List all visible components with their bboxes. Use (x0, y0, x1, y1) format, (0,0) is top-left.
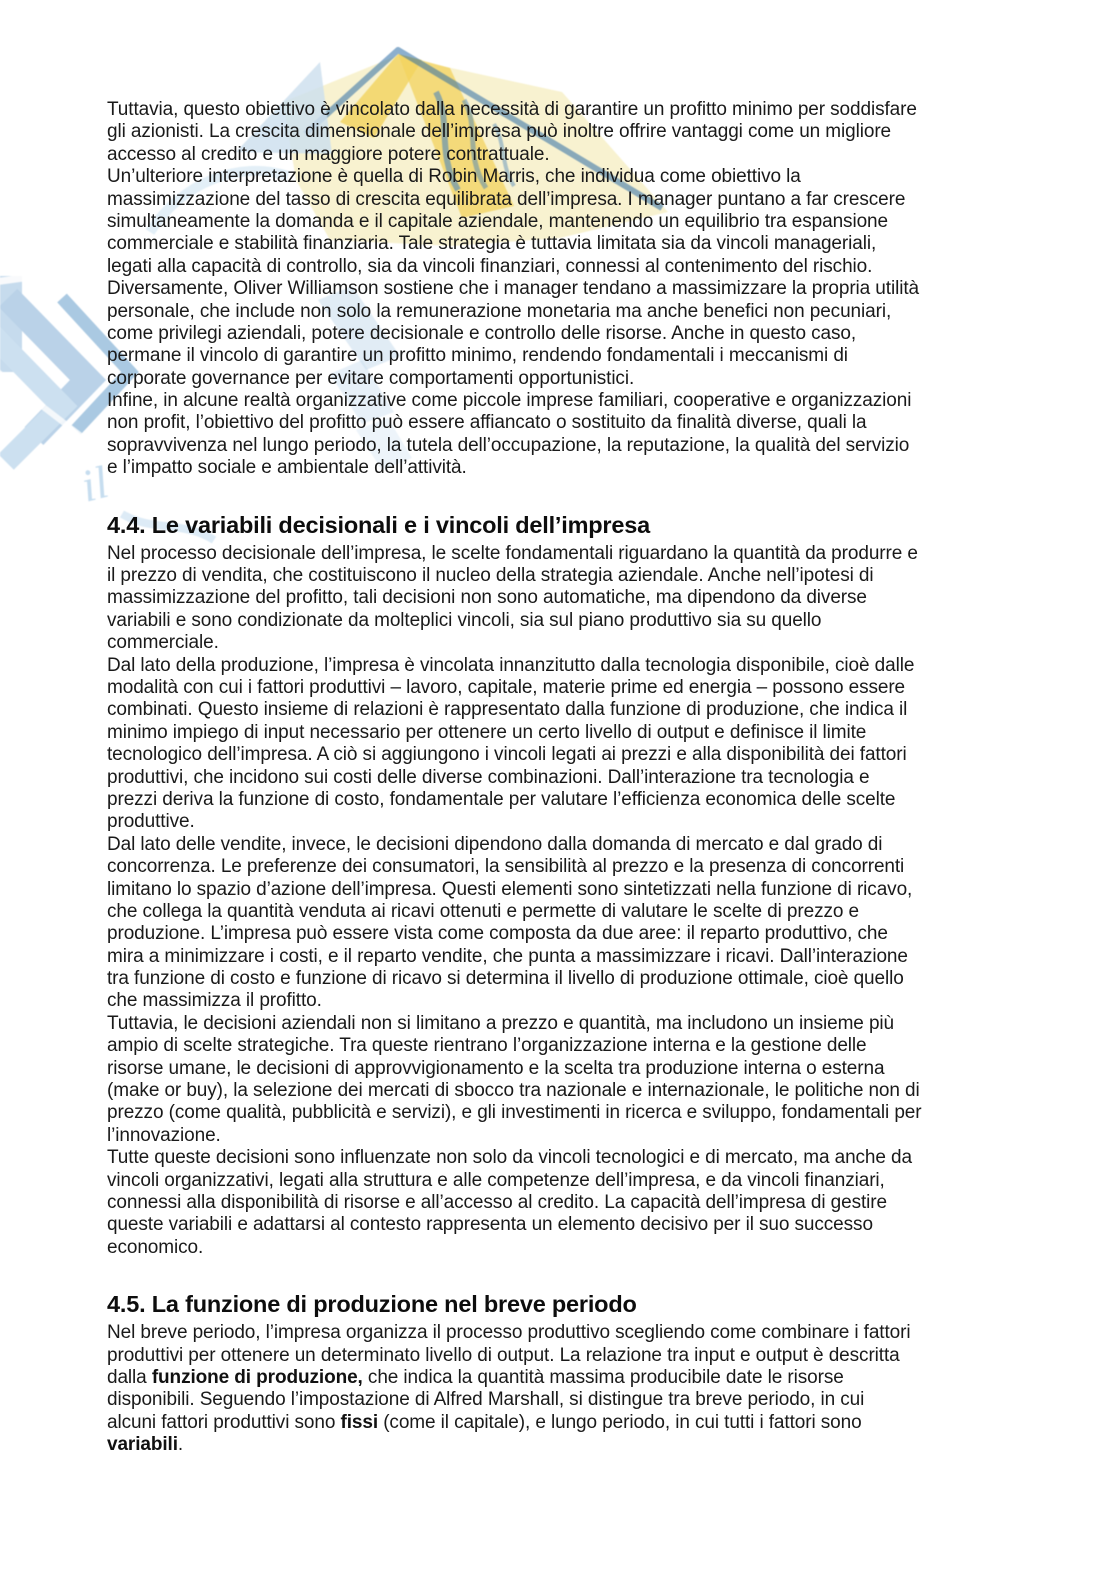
text-line: sopravvivenza nel lungo periodo, la tutela dell’occupazione, la reputazione, la qualità del servizio (107, 434, 910, 456)
text-line: come privilegi aziendali, potere decisionale e controllo delle risorse. Anche in questo caso, (107, 322, 857, 344)
text-line: massimizzazione del profitto, tali decisioni non sono automatiche, ma dipendono da diverse (107, 587, 867, 609)
para-decision-variables (107, 543, 1020, 1260)
text-line: prezzo (come qualità, pubblicità e servizi), e gli investimenti in ricerca e sviluppo, fondamentali per (107, 1102, 922, 1124)
text-line: accesso al credito e un maggiore potere contrattuale. (107, 143, 550, 165)
text-line: Tutte queste decisioni sono influenzate non solo da vincoli tecnologici e di mercato, ma anche da (107, 1147, 912, 1169)
text-line: Diversamente, Oliver Williamson sostiene che i manager tendano a massimizzare la propria utilità (107, 278, 919, 300)
text-line: variabili. (107, 1434, 184, 1456)
text-line: Un’ulteriore interpretazione è quella di Robin Marris, che individua come obiettivo la (107, 166, 801, 188)
text-line: Dal lato delle vendite, invece, le decisioni dipendono dalla domanda di mercato e dal grado di (107, 833, 883, 855)
text-line: e l’impatto sociale e ambientale dell’attività. (107, 457, 467, 479)
text-line: ampio di scelte strategiche. Tra queste rientrano l’organizzazione interna e la gestione delle (107, 1035, 867, 1057)
text-line: tra funzione di costo e funzione di ricavo si determina il livello di produzione ottimale, cioè quello (107, 968, 904, 990)
para-growth-objectives (107, 99, 1020, 480)
text-line: che massimizza il profitto. (107, 990, 322, 1012)
text-line: tecnologico dell’impresa. A ciò si aggiungono i vincoli legati ai prezzi e alla disponibilità dei fattori (107, 744, 907, 766)
para-short-run-production (107, 1322, 1020, 1456)
text-line: Nel breve periodo, l’impresa organizza il processo produttivo scegliendo come combinare i fattori (107, 1322, 911, 1344)
text-line: Infine, in alcune realtà organizzative come piccole imprese familiari, cooperative e organizzazioni (107, 390, 912, 412)
text-line: legati alla capacità di controllo, sia da vincoli finanziari, connessi al contenimento del rischio. (107, 255, 873, 277)
text-line: modalità con cui i fattori produttivi – lavoro, capitale, materie prime ed energia – possono essere (107, 676, 906, 698)
text-line: vincoli organizzativi, legati alla struttura e alle competenze dell’impresa, e da vincoli finanziari, (107, 1169, 885, 1191)
text-line: produzione. L’impresa può essere vista come composta da due aree: il reparto produttivo, che (107, 923, 888, 945)
text-line: minimo impiego di input necessario per ottenere un certo livello di output e definisce il limite (107, 721, 867, 743)
text-line: dalla funzione di produzione, che indica la quantità massima producibile date le risorse (107, 1366, 844, 1388)
text-line: connessi alla disponibilità di risorse e all’accesso al credito. La capacità dell’impresa di gestire (107, 1191, 887, 1213)
text-line: Nel processo decisionale dell’impresa, le scelte fondamentali riguardano la quantità da produrre e (107, 542, 918, 564)
text-line: Tuttavia, questo obiettivo è vincolato dalla necessità di garantire un profitto minimo per soddisfare (107, 99, 917, 120)
text-line: disponibili. Seguendo l’impostazione di Alfred Marshall, si distingue tra breve periodo, in cui (107, 1389, 865, 1411)
text-line: mira a minimizzare i costi, e il reparto vendite, che punta a massimizzare i ricavi. Dall’interazione (107, 945, 908, 967)
text-line: variabili e sono condizionate da molteplici vincoli, sia sul piano produttivo sia su quello (107, 609, 822, 631)
text-line: commerciale. (107, 632, 219, 654)
text-line: alcuni fattori produttivi sono fissi (come il capitale), e lungo periodo, in cui tutti i fattori sono (107, 1411, 862, 1433)
text-line: prezzi deriva la funzione di costo, fondamentale per valutare l’efficienza economica delle scelte (107, 788, 896, 810)
text-line: commerciale e stabilità finanziaria. Tale strategia è tuttavia limitata sia da vincoli manageriali, (107, 233, 877, 255)
text-line: concorrenza. Le preferenze dei consumatori, la sensibilità al prezzo e la presenza di concorrenti (107, 856, 905, 878)
text-line: queste variabili e adattarsi al contesto rappresenta un elemento decisivo per il suo successo (107, 1214, 873, 1236)
text-line: il prezzo di vendita, che costituiscono il nucleo della strategia aziendale. Anche nell’ipotesi di (107, 565, 874, 587)
text-line: produttivi per ottenere un determinato livello di output. La relazione tra input e output è descritta (107, 1344, 900, 1366)
section-heading-4-5: 4.5. La funzione di produzione nel breve periodo (107, 1291, 637, 1318)
text-line: risorse umane, le decisioni di approvvigionamento e la scelta tra produzione interna o esterna (107, 1057, 885, 1079)
watermark-script-text: il (76, 456, 114, 512)
text-line: Tuttavia, le decisioni aziendali non si limitano a prezzo e quantità, ma includono un insieme più (107, 1012, 895, 1034)
text-line: corporate governance per evitare comportamenti opportunistici. (107, 367, 635, 389)
section-heading-4-4: 4.4. Le variabili decisionali e i vincoli dell’impresa (107, 511, 650, 538)
text-line: (make or buy), la selezione dei mercati di sbocco tra nazionale e internazionale, le politiche non di (107, 1080, 920, 1102)
text-line: economico. (107, 1236, 204, 1258)
text-line: l’innovazione. (107, 1124, 221, 1146)
text-line: combinati. Questo insieme di relazioni è rappresentato dalla funzione di produzione, che indica il (107, 699, 908, 721)
text-line: massimizzazione del tasso di crescita equilibrata dell’impresa. I manager puntano a far crescere (107, 188, 906, 210)
text-line: produttivi, che incidono sui costi delle diverse combinazioni. Dall’interazione tra tecnologia e (107, 766, 870, 788)
text-line: gli azionisti. La crescita dimensionale dell’impresa può inoltre offrire vantaggi come un migliore (107, 121, 892, 143)
text-line: che collega la quantità venduta ai ricavi ottenuti e permette di valutare le scelte di prezzo e (107, 900, 860, 922)
text-line: permane il vincolo di garantire un profitto minimo, rendendo fondamentali i meccanismi di (107, 345, 848, 367)
text-line: Dal lato della produzione, l’impresa è vincolata innanzitutto dalla tecnologia disponibile, cioè dalle (107, 654, 915, 676)
text-line: simultaneamente la domanda e il capitale aziendale, mantenendo un equilibrio tra espansione (107, 210, 888, 232)
text-line: personale, che include non solo la remunerazione monetaria ma anche benefici non pecuniari, (107, 300, 892, 322)
text-line: limitano lo spazio d’azione dell’impresa. Questi elementi sono sintetizzati nella funzione di ricavo, (107, 878, 913, 900)
text-line: produttive. (107, 811, 195, 833)
text-line: non profit, l’obiettivo del profitto può essere affiancato o sostituito da finalità diverse, quali la (107, 412, 867, 434)
